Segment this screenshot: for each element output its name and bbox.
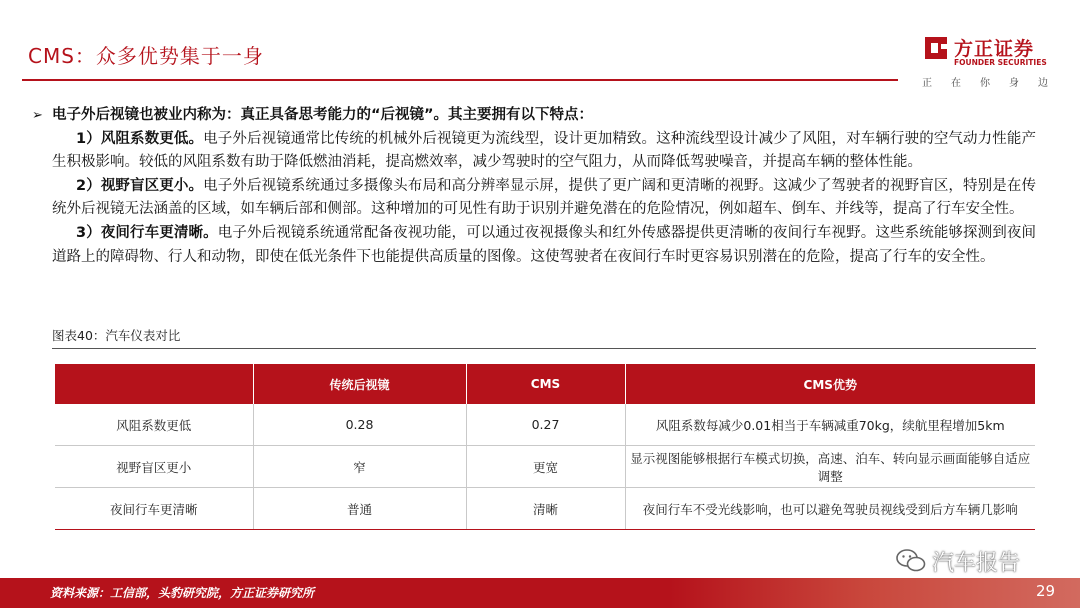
point-text: 电子外后视镜系统通常配备夜视功能，可以通过夜视摄像头和红外传感器提供更清晰的夜间行车视野。这些系统能够探测到夜间道路上的障碍物、行人和动物，即使在低光条件下也能提供高质量的图像。这使驾驶者在夜间行车时更容易识别潜在的危险，提高了行车的安全性。 — [52, 224, 1036, 265]
slogan-char: 身 — [1009, 78, 1019, 89]
lead-paragraph — [32, 104, 1036, 128]
point-heading: 3）夜间行车更清晰。 — [76, 224, 218, 241]
table-cell: 风阻系数更低 — [55, 404, 253, 446]
table-header-cell: 传统后视镜 — [253, 364, 466, 404]
page-number: 29 — [1036, 582, 1056, 600]
table-header-cell — [55, 364, 253, 404]
table-row — [55, 446, 1035, 488]
logo-slogan — [922, 74, 1048, 89]
figure-label: 图表40：汽车仪表对比 — [52, 328, 181, 343]
figure-divider — [52, 348, 1036, 349]
table-cell: 显示视图能够根据行车模式切换，高速、泊车、转向显示画面能够自适应调整 — [625, 446, 1035, 488]
title-divider — [22, 79, 898, 81]
body-text — [32, 104, 1037, 269]
comparison-table — [55, 364, 1035, 530]
table-cell: 更宽 — [466, 446, 625, 488]
table-row — [55, 488, 1035, 530]
table-cell: 0.28 — [253, 404, 466, 446]
point-paragraph-2 — [52, 175, 1036, 222]
table-cell: 清晰 — [466, 488, 625, 530]
arrow-bullet-icon: ➢ — [32, 108, 43, 123]
table-cell: 0.27 — [466, 404, 625, 446]
logo-text-cn: 方正证券 — [954, 38, 1035, 60]
company-logo — [918, 28, 1058, 90]
wechat-icon — [896, 548, 926, 574]
table-cell: 普通 — [253, 488, 466, 530]
table-header-cell: CMS优势 — [625, 364, 1035, 404]
founder-logo-icon — [922, 34, 950, 62]
table-cell: 夜间行车更清晰 — [55, 488, 253, 530]
watermark-text: 汽车报告 — [932, 550, 1021, 576]
table-cell: 夜间行车不受光线影响，也可以避免驾驶员视线受到后方车辆几影响 — [625, 488, 1035, 530]
table-row — [55, 404, 1035, 446]
table-header-row — [55, 364, 1035, 404]
table-cell: 风阻系数每减少0.01相当于车辆减重70kg，续航里程增加5km — [625, 404, 1035, 446]
logo-text-en: FOUNDER SECURITIES — [954, 58, 1047, 67]
slogan-char: 正 — [922, 78, 932, 89]
point-heading: 1）风阻系数更低。 — [76, 130, 204, 147]
slogan-char: 边 — [1038, 78, 1048, 89]
table-cell: 窄 — [253, 446, 466, 488]
slogan-char: 在 — [951, 78, 961, 89]
point-text: 电子外后视镜系统通过多摄像头布局和高分辨率显示屏，提供了更广阔和更清晰的视野。这减少了驾驶者的视野盲区，特别是在传统外后视镜无法涵盖的区域，如车辆后部和侧部。这种增加的可见性有助于识别并避免潜在的危险情况，例如超车、倒车、并线等，提高了行车安全性。 — [52, 177, 1037, 218]
point-paragraph-3 — [52, 222, 1036, 269]
point-heading: 2）视野盲区更小。 — [76, 177, 204, 194]
point-text: 电子外后视镜通常比传统的机械外后视镜更为流线型，设计更加精致。这种流线型设计减少了风阻，对车辆行驶的空气动力性能产生积极影响。较低的风阻系数有助于降低燃油消耗，提高燃效率，减少驾驶时的空气阻力，从而降低驾驶噪音，并提高车辆的整体性能。 — [52, 130, 1037, 171]
wechat-watermark — [896, 544, 1020, 578]
lead-text: 电子外后视镜也被业内称为：真正具备思考能力的“后视镜”。其主要拥有以下特点： — [52, 107, 594, 123]
slogan-char: 你 — [980, 78, 990, 89]
page-title: CMS：众多优势集于一身 — [28, 44, 264, 68]
table-cell: 视野盲区更小 — [55, 446, 253, 488]
point-paragraph-1 — [52, 128, 1036, 175]
table-header-cell: CMS — [466, 364, 625, 404]
source-note: 资料来源：工信部，头豹研究院，方正证券研究所 — [50, 586, 315, 600]
